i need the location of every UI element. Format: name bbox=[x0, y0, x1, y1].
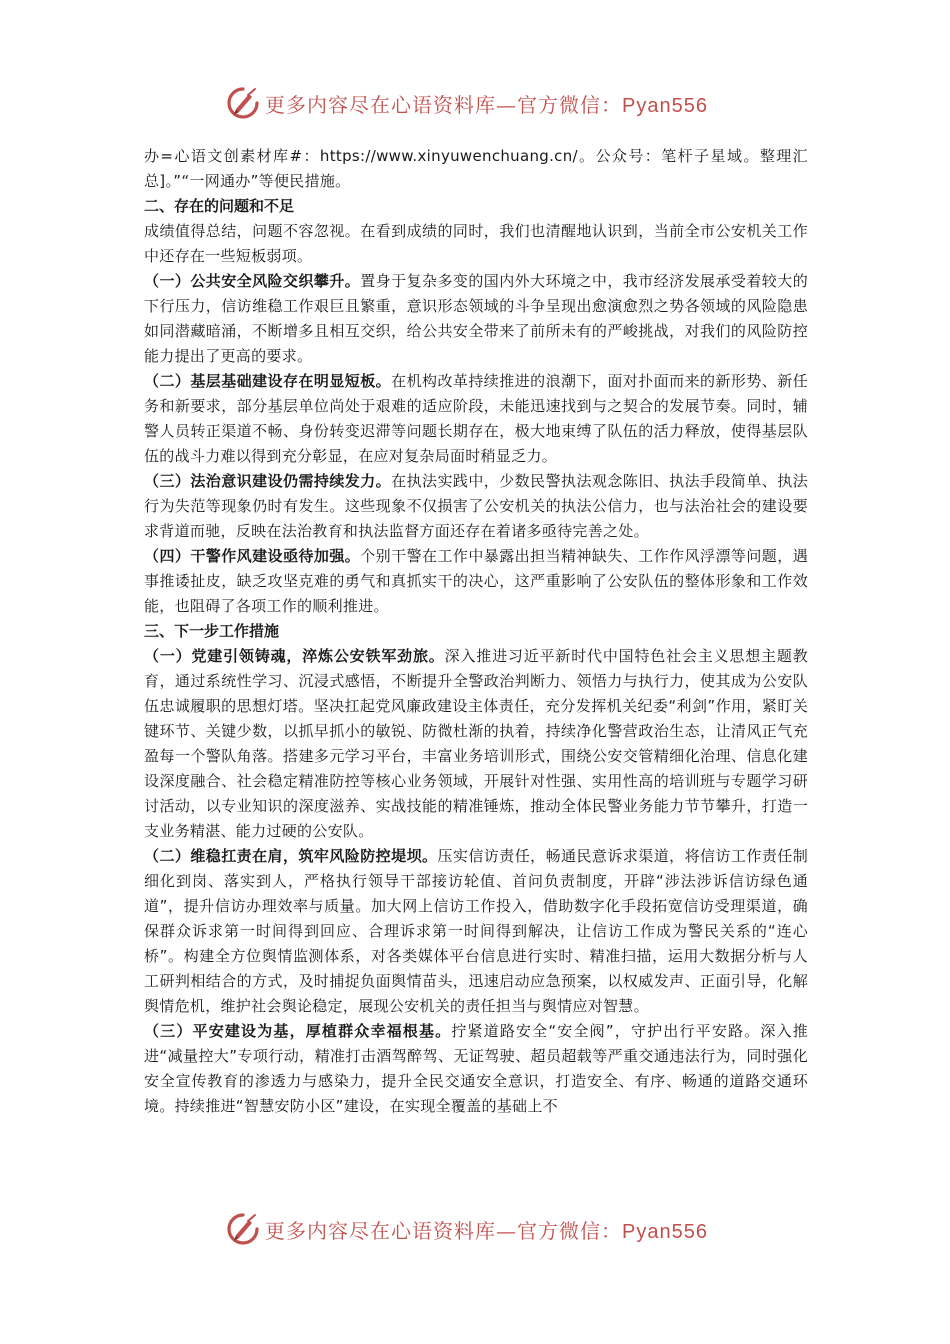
paragraph-lead: （一）公共安全风险交织攀升。 bbox=[144, 272, 361, 290]
paragraph-problem-4 bbox=[144, 544, 808, 619]
footer-banner bbox=[225, 1209, 745, 1249]
wechat-id: Pyan556 bbox=[622, 94, 708, 117]
paragraph-lead: （二）基层基础建设存在明显短板。 bbox=[144, 372, 392, 390]
paragraph-problem-3 bbox=[144, 469, 808, 544]
slogan-text: 更多内容尽在心语资料库—官方微信： bbox=[265, 1218, 622, 1243]
paragraph-measure-3 bbox=[144, 1019, 808, 1119]
paragraph-lead: （一）党建引领铸魂，淬炼公安铁军劲旅。 bbox=[144, 647, 445, 665]
paragraph-measure-1 bbox=[144, 644, 808, 844]
paragraph-intro: 办=心语文创素材库#：https://www.xinyuwenchuang.cn/。公众号：笔杆子星域。整理汇总]。”“一网通办”等便民措施。 bbox=[144, 147, 808, 190]
section-heading-problems: 二、存在的问题和不足 bbox=[144, 197, 295, 215]
paragraph-text: 压实信访责任，畅通民意诉求渠道，将信访工作责任制细化到岗、落实到人，严格执行领导干部接访轮值、首问负责制度，开辟“涉法涉诉信访绿色通道”，提升信访办理效率与质量。加大网上信访工作投入，借助数字化手段拓宽信访受理渠道，确保群众诉求第一时间得到回应、合理诉求第一时间得到解决，让信访工作成为警民关系的“连心桥”。构建全方位舆情监测体系，对各类媒体平台信息进行实时、精准扫描，运用大数据分析与人工研判相结合的方式，及时捕捉负面舆情苗头，迅速启动应急预案，以权威发声、正面引导，化解舆情危机，维护社会舆论稳定，展现公安机关的责任担当与舆情应对智慧。 bbox=[144, 847, 809, 1015]
paragraph-text: 置身于复杂多变的国内外大环境之中，我市经济发展承受着较大的下行压力，信访维稳工作艰巨且繁重，意识形态领域的斗争呈现出愈演愈烈之势各领域的风险隐患如同潜藏暗涌，不断增多且相互交织，给公共安全带来了前所未有的严峻挑战，对我们的风险防控能力提出了更高的要求。 bbox=[144, 272, 808, 365]
footer-slogan bbox=[265, 1215, 708, 1244]
pen-circle-logo-icon bbox=[225, 85, 261, 121]
paragraph-text: 深入推进习近平新时代中国特色社会主义思想主题教育，通过系统性学习、沉浸式感悟，不断提升全警政治判断力、领悟力与执行力，使其成为公安队伍忠诚履职的思想灯塔。坚决扛起党风廉政建设主体责任，充分发挥机关纪委“利剑”作用，紧盯关键环节、关键少数，以抓早抓小的敏锐、防微杜渐的执着，持续净化警营政治生态，让清风正气充盈每一个警队角落。搭建多元学习平台，丰富业务培训形式，围绕公安交管精细化治理、信息化建设深度融合、社会稳定精准防控等核心业务领域，开展针对性强、实用性高的培训班与专题学习研讨活动，以专业知识的深度滋养、实战技能的精准锤炼，推动全体民警业务能力节节攀升，打造一支业务精湛、能力过硬的公安队。 bbox=[144, 647, 809, 840]
header-banner bbox=[225, 83, 745, 123]
wechat-id: Pyan556 bbox=[622, 1220, 708, 1243]
paragraph-lead: （三）法治意识建设仍需持续发力。 bbox=[144, 472, 392, 490]
paragraph-lead: （三）平安建设为基，厚植群众幸福根基。 bbox=[144, 1022, 452, 1040]
pen-circle-logo-icon bbox=[225, 1211, 261, 1247]
paragraph-problem-2 bbox=[144, 369, 808, 469]
paragraph-text: 拧紧道路安全“安全阀”，守护出行平安路。深入推进“减量控大”专项行动，精准打击酒驾醉驾、无证驾驶、超员超载等严重交通违法行为，同时强化安全宣传教育的渗透力与感染力，提升全民交通安全意识，打造安全、有序、畅通的道路交通环境。持续推进“智慧安防小区”建设，在实现全覆盖的基础上不 bbox=[144, 1022, 808, 1115]
paragraph-problem-1 bbox=[144, 269, 808, 369]
paragraph-lead: （四）干警作风建设亟待加强。 bbox=[144, 547, 361, 565]
slogan-text: 更多内容尽在心语资料库—官方微信： bbox=[265, 92, 622, 117]
paragraph-text: 在执法实践中，少数民警执法观念陈旧、执法手段简单、执法行为失范等现象仍时有发生。这些现象不仅损害了公安机关的执法公信力，也与法治社会的建设要求背道而驰，反映在法治教育和执法监督方面还存在着诸多亟待完善之处。 bbox=[144, 472, 808, 540]
paragraph-lead: （二）维稳扛责在肩，筑牢风险防控堤坝。 bbox=[144, 847, 438, 865]
header-slogan bbox=[265, 89, 708, 118]
document-body bbox=[144, 144, 808, 1119]
section-heading-next-steps: 三、下一步工作措施 bbox=[144, 622, 280, 640]
paragraph-problems-intro: 成绩值得总结，问题不容忽视。在看到成绩的同时，我们也清醒地认识到，当前全市公安机关工作中还存在一些短板弱项。 bbox=[144, 222, 808, 265]
paragraph-text: 个别干警在工作中暴露出担当精神缺失、工作作风浮漂等问题，遇事推诿扯皮，缺乏攻坚克难的勇气和真抓实干的决心，这严重影响了公安队伍的整体形象和工作效能，也阻碍了各项工作的顺利推进。 bbox=[144, 547, 808, 615]
paragraph-measure-2 bbox=[144, 844, 808, 1019]
paragraph-text: 在机构改革持续推进的浪潮下，面对扑面而来的新形势、新任务和新要求，部分基层单位尚处于艰难的适应阶段，未能迅速找到与之契合的发展节奏。同时，辅警人员转正渠道不畅、身份转变迟滞等问题长期存在，极大地束缚了队伍的活力释放，使得基层队伍的战斗力难以得到充分彰显，在应对复杂局面时稍显乏力。 bbox=[144, 372, 808, 465]
